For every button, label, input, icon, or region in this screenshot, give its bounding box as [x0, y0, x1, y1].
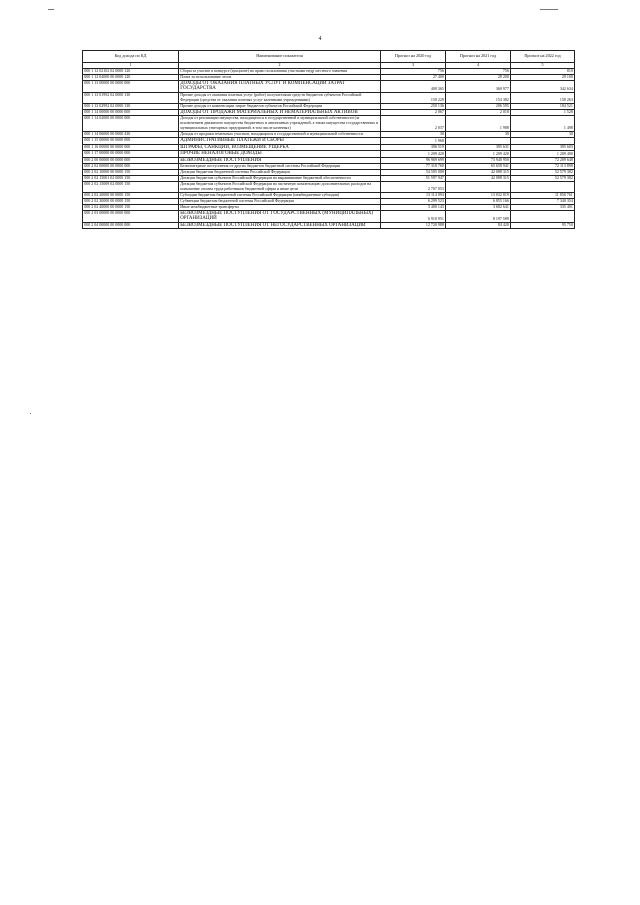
row-value-2020: 12 720 988 — [381, 222, 446, 229]
table-row — [83, 116, 575, 132]
row-value-2022: 11 858 761 — [511, 192, 575, 198]
row-name: БЕЗВОЗМЕЗДНЫЕ ПОСТУПЛЕНИЯ ОТ НЕГОСУДАРСТВЕННЫХ ОРГАНИЗАЦИЙ — [179, 222, 381, 229]
row-name: Дотации бюджетам бюджетной системы Российской Федерации — [179, 170, 381, 176]
row-value-2022: 158 263 — [511, 93, 575, 104]
row-value-2021: 206 595 — [446, 103, 511, 109]
row-value-2021: 84 420 — [446, 222, 511, 229]
row-value-2021: 1 209 420 — [446, 151, 511, 158]
row-value-2022: 72 113 898 — [511, 164, 575, 170]
row-value-2020: 96 969 699 — [381, 157, 446, 164]
row-value-2020: 51 597 947 — [381, 176, 446, 182]
row-value-2021: 3 682 641 — [446, 204, 511, 210]
row-code: 000 1 14 06000 00 0000 430 — [83, 132, 179, 138]
table-row — [83, 137, 575, 144]
row-code: 000 2 02 30000 00 0000 150 — [83, 198, 179, 204]
row-name: БЕЗВОЗМЕЗДНЫЕ ПОСТУПЛЕНИЯ ОТ ГОСУДАРСТВЕННЫХ (МУНИЦИПАЛЬНЫХ) ОРГАНИЗАЦИЙ — [179, 210, 381, 222]
column-number: 2 — [179, 63, 381, 69]
header-name: Наименование показателя — [179, 51, 381, 63]
row-name: АДМИНИСТРАТИВНЫЕ ПЛАТЕЖИ И СБОРЫ — [179, 137, 381, 144]
row-code: 000 2 03 00000 00 0000 000 — [83, 210, 179, 222]
row-name: Доходы от реализации имущества, находящегося в государственной и муниципальной собственности (за исключением движимого имущества бюджетных и автономных учреждений, а также имущества государственных и муниципальных унитарных предприятий, в том числе казенных) — [179, 116, 381, 132]
row-value-2021: 6 855 166 — [446, 198, 511, 204]
row-value-2021: 73 940 950 — [446, 157, 511, 164]
row-value-2022: 72 209 648 — [511, 157, 575, 164]
row-code: 000 2 02 00000 00 0000 000 — [83, 164, 179, 170]
row-value-2022: 52 579 382 — [511, 176, 575, 182]
row-value-2021: 42 088 315 — [446, 170, 511, 176]
row-value-2022: 1 209 400 — [511, 151, 575, 158]
table-body — [83, 69, 575, 229]
row-value-2021: 13 032 819 — [446, 192, 511, 198]
row-name: Иные межбюджетные трансферты — [179, 204, 381, 210]
row-value-2020: 1 209 420 — [381, 151, 446, 158]
row-value-2022 — [511, 137, 575, 144]
row-value-2020: 1 968 — [381, 137, 446, 144]
header-2020: Прогноз на 2020 год — [381, 51, 446, 63]
header-2021: Прогноз на 2021 год — [446, 51, 511, 63]
row-name: Прочие доходы от компенсации затрат бюджетов субъектов Российской Федерации — [179, 103, 381, 109]
row-value-2021: 30 — [446, 132, 511, 138]
row-value-2021: 154 382 — [446, 93, 511, 104]
page-number: 4 — [318, 36, 322, 42]
table-row — [83, 222, 575, 229]
row-value-2022: 395 603 — [511, 144, 575, 151]
row-name: Безвозмездные поступления от других бюджетов бюджетной системы Российской Федерации — [179, 164, 381, 170]
row-code: 000 1 13 01992 02 0000 130 — [83, 93, 179, 104]
row-code: 000 1 12 04000 00 0000 120 — [83, 74, 179, 80]
row-value-2020: 396 519 — [381, 144, 446, 151]
row-value-2021: 395 631 — [446, 144, 511, 151]
row-name: Субсидии бюджетам бюджетной системы Российской Федерации (межбюджетные субсидии) — [179, 192, 381, 198]
row-code: 000 2 04 00000 00 0000 000 — [83, 222, 179, 229]
row-value-2021 — [446, 137, 511, 144]
header-code: Код дохода по КД — [83, 51, 179, 63]
row-value-2022: 810 — [511, 69, 575, 75]
column-number: 3 — [381, 63, 446, 69]
row-value-2022: 52 579 382 — [511, 170, 575, 176]
row-value-2022: 1 498 — [511, 116, 575, 132]
row-value-2022: 1 528 — [511, 109, 575, 116]
row-code: 000 2 02 40000 00 0000 150 — [83, 204, 179, 210]
row-value-2022: 184 521 — [511, 103, 575, 109]
table-row — [83, 182, 575, 193]
row-value-2020: 13 114 094 — [381, 192, 446, 198]
row-code: 000 1 12 02102 02 0000 120 — [83, 69, 179, 75]
row-code: 000 2 02 20000 00 0000 150 — [83, 192, 179, 198]
row-value-2022: 29 100 — [511, 74, 575, 80]
table-row — [83, 210, 575, 222]
row-value-2020: 756 — [381, 69, 446, 75]
table-header-row — [83, 51, 575, 63]
row-value-2021: 28 200 — [446, 74, 511, 80]
row-name: БЕЗВОЗМЕЗДНЫЕ ПОСТУПЛЕНИЯ — [179, 157, 381, 164]
row-value-2020: 77 318 760 — [381, 164, 446, 170]
row-name: Дотации бюджетам субъектов Российской Федерации на частичную компенсацию дополнительных расходов на повышение оплаты труда работников бюджетной сферы и иные цели — [179, 182, 381, 193]
row-value-2021: 756 — [446, 69, 511, 75]
scan-speck — [540, 9, 558, 10]
row-code: 000 2 02 15001 02 0000 150 — [83, 176, 179, 182]
row-value-2021: 2 018 — [446, 109, 511, 116]
row-name: ПРОЧИЕ НЕНАЛОГОВЫЕ ДОХОДЫ — [179, 151, 381, 158]
row-code: 000 1 13 00000 00 0000 000 — [83, 80, 179, 92]
row-code: 000 1 13 02992 02 0000 130 — [83, 103, 179, 109]
row-value-2021 — [446, 182, 511, 193]
row-value-2020: 2 707 053 — [381, 182, 446, 193]
row-value-2021: 360 977 — [446, 80, 511, 92]
row-value-2022: 95 750 — [511, 222, 575, 229]
table-row — [83, 157, 575, 164]
row-value-2021: 42 088 315 — [446, 176, 511, 182]
row-value-2022: 335 401 — [511, 204, 575, 210]
row-name: ШТРАФЫ, САНКЦИИ, ВОЗМЕЩЕНИЕ УЩЕРБА — [179, 144, 381, 151]
revenue-forecast-table — [82, 50, 575, 229]
row-code: 000 1 14 00000 00 0000 000 — [83, 109, 179, 116]
table-row — [83, 144, 575, 151]
row-code: 000 2 00 00000 00 0000 000 — [83, 157, 179, 164]
column-number: 5 — [511, 63, 575, 69]
row-value-2022: 30 — [511, 132, 575, 138]
row-value-2020: 250 136 — [381, 103, 446, 109]
table-row — [83, 93, 575, 104]
row-value-2022 — [511, 182, 575, 193]
row-value-2021: 1 988 — [446, 116, 511, 132]
row-code: 000 1 15 00000 00 0000 000 — [83, 137, 179, 144]
row-value-2020: 27 400 — [381, 74, 446, 80]
row-code: 000 2 02 10000 00 0000 150 — [83, 170, 179, 176]
row-code: 000 2 02 15009 02 0000 150 — [83, 182, 179, 193]
row-name: Прочие доходы от оказания платных услуг (работ) получателями средств бюджетов субъектов Российской Федерации (средства от оказания платных услуг казенными учреждениями) — [179, 93, 381, 104]
scan-speck — [48, 9, 54, 10]
row-value-2020: 54 505 000 — [381, 170, 446, 176]
row-value-2021: 65 658 941 — [446, 164, 511, 170]
row-value-2022: 342 634 — [511, 80, 575, 92]
row-code: 000 1 14 02000 00 0000 000 — [83, 116, 179, 132]
row-value-2020: 30 — [381, 132, 446, 138]
row-value-2020: 3 400 143 — [381, 204, 446, 210]
row-name: Субвенции бюджетам бюджетной системы Российской Федерации — [179, 198, 381, 204]
row-code: 000 1 16 00000 00 0000 000 — [83, 144, 179, 151]
row-code: 000 1 17 00000 00 0000 000 — [83, 151, 179, 158]
row-name: Доходы от продажи земельных участков, находящихся в государственной и муниципальной собственности — [179, 132, 381, 138]
row-value-2020: 150 229 — [381, 93, 446, 104]
row-name: ДОХОДЫ ОТ ПРОДАЖИ МАТЕРИАЛЬНЫХ И НЕМАТЕРИАЛЬНЫХ АКТИВОВ — [179, 109, 381, 116]
column-number: 1 — [83, 63, 179, 69]
row-name: Дотации бюджетам субъектов Российской Федерации на выравнивание бюджетной обеспеченности — [179, 176, 381, 182]
row-name: ДОХОДЫ ОТ ОКАЗАНИЯ ПЛАТНЫХ УСЛУГ И КОМПЕНСАЦИИ ЗАТРАТ ГОСУДАРСТВА — [179, 80, 381, 92]
table-row — [83, 80, 575, 92]
table-row — [83, 109, 575, 116]
row-value-2020: 6 910 951 — [381, 210, 446, 222]
row-value-2020: 2 067 — [381, 109, 446, 116]
row-name: Сборы за участие в конкурсе (аукционе) на право пользования участками недр местного значения — [179, 69, 381, 75]
row-value-2021: 8 197 589 — [446, 210, 511, 222]
scan-speck — [30, 413, 31, 414]
row-value-2020: 2 037 — [381, 116, 446, 132]
header-2022: Прогноз на 2022 год — [511, 51, 575, 63]
table-row — [83, 151, 575, 158]
column-number: 4 — [446, 63, 511, 69]
row-value-2020: 6 299 523 — [381, 198, 446, 204]
row-value-2022 — [511, 210, 575, 222]
row-value-2020: 400 365 — [381, 80, 446, 92]
row-name: Плата за использование лесов — [179, 74, 381, 80]
row-value-2022: 7 340 354 — [511, 198, 575, 204]
